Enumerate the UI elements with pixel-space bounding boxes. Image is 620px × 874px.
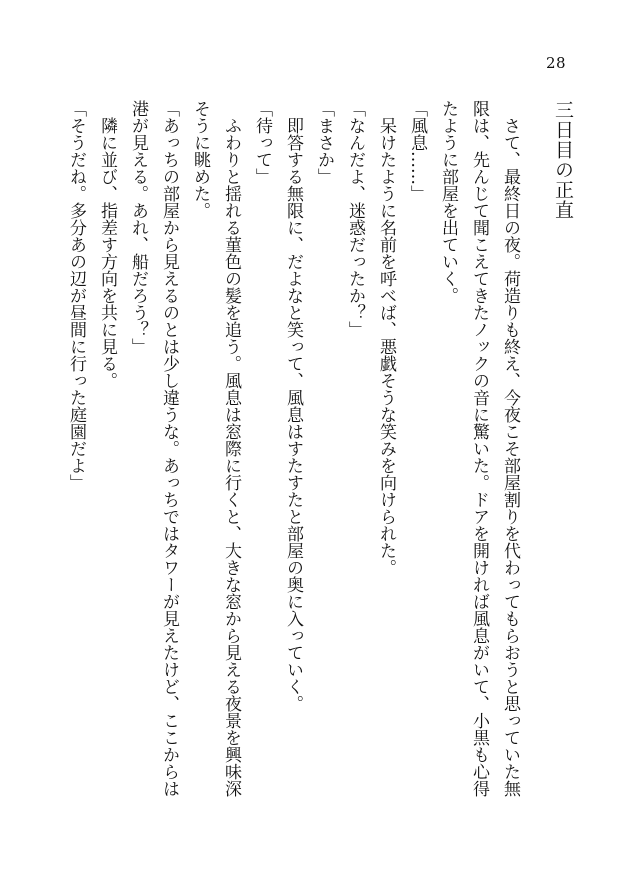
paragraph: 即答する無限に、だよなと笑って、風息はすたすたと部屋の奥に入っていく。 bbox=[283, 117, 303, 712]
page-number: 28 bbox=[546, 54, 567, 72]
paragraph: 「まさか」 bbox=[314, 100, 334, 185]
paragraph: 「待って」 bbox=[252, 100, 272, 185]
paragraph: 「そうだね。多分あの辺が昼間に行った庭園だよ」 bbox=[66, 100, 86, 491]
paragraph: 隣に並び、指差す方向を共に見る。 bbox=[97, 117, 117, 389]
body-text bbox=[58, 100, 578, 800]
paragraph: さて、最終日の夜。荷造りも終え、今夜こそ部屋割りを代わってもらおうと思っていた無限は、先んじて聞こえてきたノックの音に驚いた。ドアを開ければ風息がいて、小黒も心得たように部屋を出ていく。 bbox=[438, 100, 520, 797]
chapter-title: 三日目の正直 bbox=[552, 100, 574, 220]
paragraph: 呆けたように名前を呼べば、悪戯そうな笑みを向けられた。 bbox=[376, 117, 396, 576]
paragraph: 「あっちの部屋から見えるのとは少し違うな。あっちではタワーが見えたけど、ここからは港が見える。あれ、船だろう？」 bbox=[128, 100, 179, 797]
paragraph: ふわりと揺れる菫色の髪を追う。風息は窓際に行くと、大きな窓から見える夜景を興味深そうに眺めた。 bbox=[190, 100, 241, 797]
paragraph: 「風息……」 bbox=[407, 100, 427, 202]
paragraph: 「なんだよ、迷惑だったか？」 bbox=[345, 100, 365, 338]
